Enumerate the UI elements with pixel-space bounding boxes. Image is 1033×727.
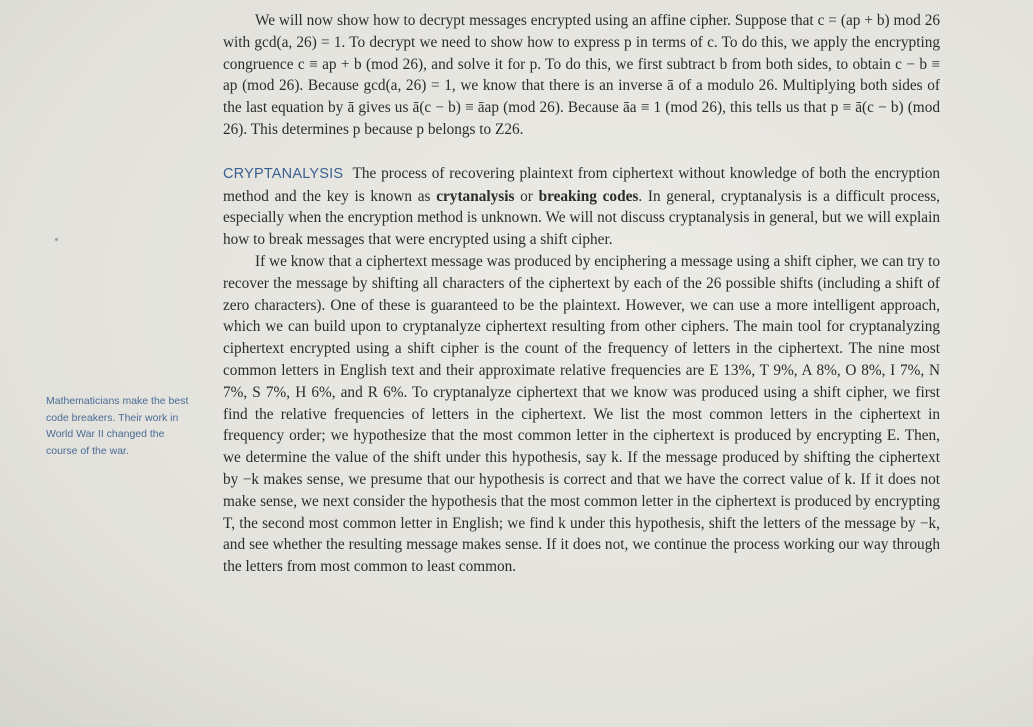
paragraph-cryptanalysis-intro: [223, 163, 940, 251]
term-breaking-codes: breaking codes: [538, 187, 639, 205]
paragraph-affine-decryption: We will now show how to decrypt messages encrypted using an affine cipher. Suppose that c = (ap + b) mod 26 with gcd(a, 26) = 1. To decrypt we need to show how to express p in terms of c. To do this, we apply the encrypting congruence c ≡ ap + b (mod 26), and solve it for p. To do this, we first subtract b from both sides, to obtain c − b ≡ ap (mod 26). Because gcd(a, 26) = 1, we know that there is an inverse ā of a modulo 26. Multiplying both sides of the last equation by ā gives us ā(c − b) ≡ āap (mod 26). Because āa ≡ 1 (mod 26), this tells us that p ≡ ā(c − b) (mod 26). This determines p because p belongs to Z26.: [223, 12, 940, 138]
margin-note: Mathematicians make the best code breakers. Their work in World War II changed the course of the war.: [46, 395, 189, 457]
body-text: [223, 10, 940, 578]
intro-text-part1: The process of recovering plaintext from ciphertext without knowledge of both the encryption method and the key is known as: [223, 164, 940, 205]
term-crytanalysis: crytanalysis: [436, 187, 515, 205]
intro-text-or: or: [520, 187, 533, 205]
section-heading-cryptanalysis: CRYPTANALYSIS: [223, 165, 344, 182]
intro-text-part2: . In general, cryptanalysis is a difficult process, especially when the encryption method is unknown. We will not discuss cryptanalysis in general, but we will explain how to break messages that were encrypted using a shift cipher.: [223, 187, 941, 249]
paragraph-shift-cipher-analysis: If we know that a ciphertext message was produced by enciphering a message using a shift cipher, we can try to recover the message by shifting all characters of the ciphertext by each of the 26 possible shifts (including a shift of zero characters). One of these is guaranteed to be the plaintext. However, we can use a more intelligent approach, which we can build upon to cryptanalyze ciphertext resulting from other ciphers. The main tool for cryptanalyzing ciphertext encrypted using a shift cipher is the count of the frequency of letters in the ciphertext. The nine most common letters in English text and their approximate relative frequencies are E 13%, T 9%, A 8%, O 8%, I 7%, N 7%, S 7%, H 6%, and R 6%. To cryptanalyze ciphertext that we know was produced using a shift cipher, we first find the relative frequencies of letters in the ciphertext. We list the most common letters in the ciphertext in frequency order; we hypothesize that the most common letter in the ciphertext is produced by encrypting E. Then, we determine the value of the shift under this hypothesis, say k. If the message produced by shifting the ciphertext by −k makes sense, we presume that our hypothesis is correct and that we have the correct value of k. If it does not make sense, we next consider the hypothesis that the most common letter in the ciphertext is produced by encrypting T, the second most common letter in English; we find k under this hypothesis, shift the letters of the message by −k, and see whether the resulting message makes sense. If it does not, we continue the process working our way through the letters from most common to least common.: [223, 252, 940, 576]
speck-mark: [55, 238, 58, 241]
